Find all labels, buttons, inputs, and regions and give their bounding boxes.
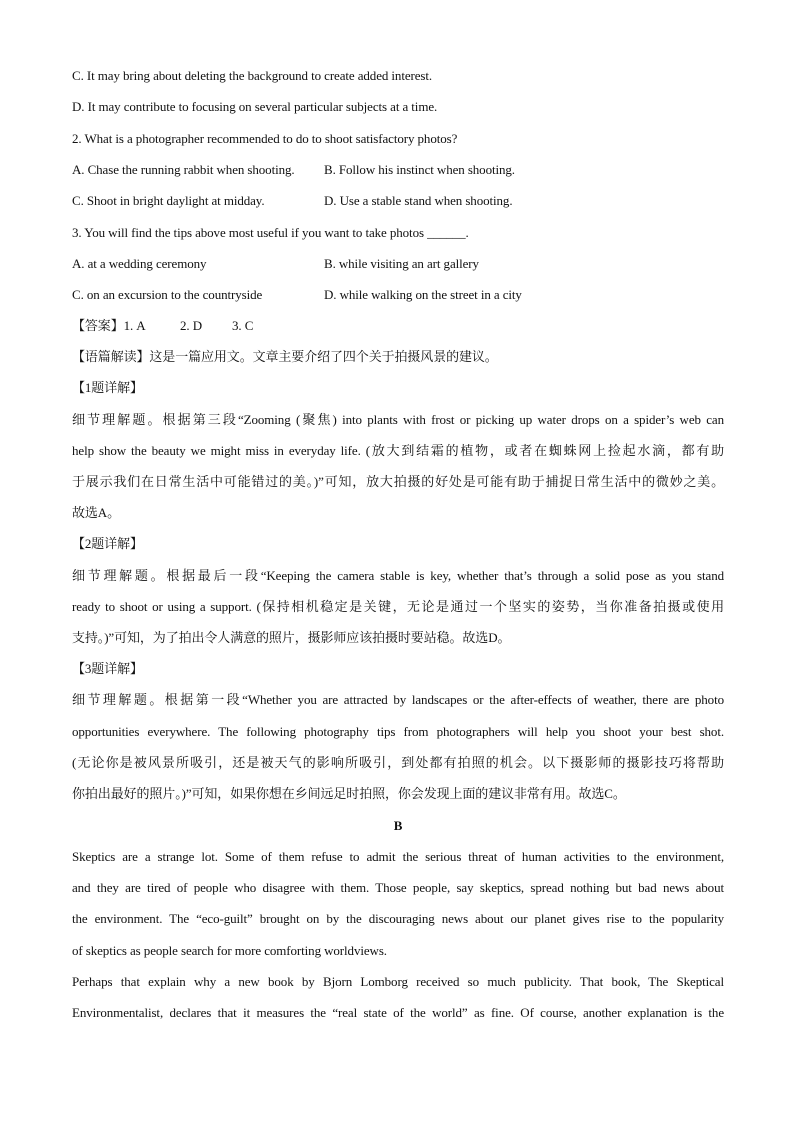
q2-stem: 2. What is a photographer recommended to do to shoot satisfactory photos? xyxy=(72,131,458,146)
q1-option-d: D. It may contribute to focusing on several particular subjects at a time. xyxy=(72,99,438,114)
q2-options-row-2 xyxy=(72,192,724,210)
passage-b-line: and they are tired of people who disagree with them. Those people, say skeptics, spread nothing but bad news about xyxy=(72,880,724,895)
q2-option-c: C. Shoot in bright daylight at midday. xyxy=(72,193,265,208)
passage-b-line: Perhaps that explain why a new book by Bjorn Lomborg received so much publicity. That book, The Skeptical xyxy=(72,974,724,989)
detail-1-line: 故选A。 xyxy=(72,505,120,520)
detail-2-line: 支持。)”可知，为了拍出令人满意的照片，摄影师应该拍摄时要站稳。故选D。 xyxy=(72,630,511,645)
detail-1-line: help show the beauty we might miss in everyday life. (放大到结霜的植物，或者在蜘蛛网上捡起水滴，都有助 xyxy=(72,443,724,458)
detail-3-line: 细节理解题。根据第一段“Whether you are attracted by landscapes or the after-effects of weather, there are photo xyxy=(72,692,724,707)
detail-2-line: ready to shoot or using a support. (保持相机稳定是关键，无论是通过一个坚实的姿势，当你准备拍摄或使用 xyxy=(72,599,724,614)
section-b-title: B xyxy=(393,818,403,833)
detail-3-line: opportunities everywhere. The following photography tips from photographers will help you shoot your best shot. xyxy=(72,724,724,739)
passage-b-line: of skeptics as people search for more comforting worldviews. xyxy=(72,943,387,958)
answer-line xyxy=(72,317,724,335)
q1-option-c: C. It may bring about deleting the background to create added interest. xyxy=(72,68,433,83)
answer-1: 1. A xyxy=(123,318,146,333)
detail-1-line: 于展示我们在日常生活中可能错过的美。)”可知，放大拍摄的好处是可能有助于捕捉日常生活中的微妙之美。 xyxy=(72,474,724,489)
detail-3-heading: 【3题详解】 xyxy=(72,661,143,676)
answer-3: 3. C xyxy=(232,318,254,333)
detail-1-heading: 【1题详解】 xyxy=(72,380,143,395)
passage-b-line: Skeptics are a strange lot. Some of them refuse to admit the serious threat of human activities to the environment, xyxy=(72,849,724,864)
reading-summary: 【语篇解读】这是一篇应用文。文章主要介绍了四个关于拍摄风景的建议。 xyxy=(72,349,498,364)
q3-option-c: C. on an excursion to the countryside xyxy=(72,287,263,302)
answer-label: 【答案】 xyxy=(72,318,124,333)
detail-3-line: (无论你是被风景所吸引，还是被天气的影响所吸引，到处都有拍照的机会。以下摄影师的摄影技巧将帮助 xyxy=(72,755,724,770)
q3-option-b: B. while visiting an art gallery xyxy=(324,256,479,271)
q2-option-d: D. Use a stable stand when shooting. xyxy=(324,193,513,208)
detail-2-heading: 【2题详解】 xyxy=(72,536,143,551)
q3-option-d: D. while walking on the street in a city xyxy=(324,287,522,302)
detail-3-line: 你拍出最好的照片。)”可知，如果你想在乡间远足时拍照，你会发现上面的建议非常有用。故选C。 xyxy=(72,786,626,801)
q2-option-a: A. Chase the running rabbit when shooting. xyxy=(72,162,295,177)
q2-options-row-1 xyxy=(72,161,724,179)
q2-option-b: B. Follow his instinct when shooting. xyxy=(324,162,515,177)
q3-stem: 3. You will find the tips above most useful if you want to take photos ______. xyxy=(72,225,469,240)
q3-option-a: A. at a wedding ceremony xyxy=(72,256,207,271)
q3-options-row-2 xyxy=(72,286,724,304)
detail-1-line: 细节理解题。根据第三段“Zooming (聚焦) into plants with frost or picking up water drops on a spider’s web can xyxy=(72,412,724,427)
passage-b-line: Environmentalist, declares that it measures the “real state of the world” as fine. Of course, another explanation is the xyxy=(72,1005,724,1020)
detail-2-line: 细节理解题。根据最后一段“Keeping the camera stable is key, whether that’s through a solid pose as you stand xyxy=(72,568,724,583)
passage-b-line: the environment. The “eco-guilt” brought on by the discouraging news about our planet gives rise to the popularity xyxy=(72,911,724,926)
answer-2: 2. D xyxy=(180,318,202,333)
q3-options-row-1 xyxy=(72,255,724,273)
